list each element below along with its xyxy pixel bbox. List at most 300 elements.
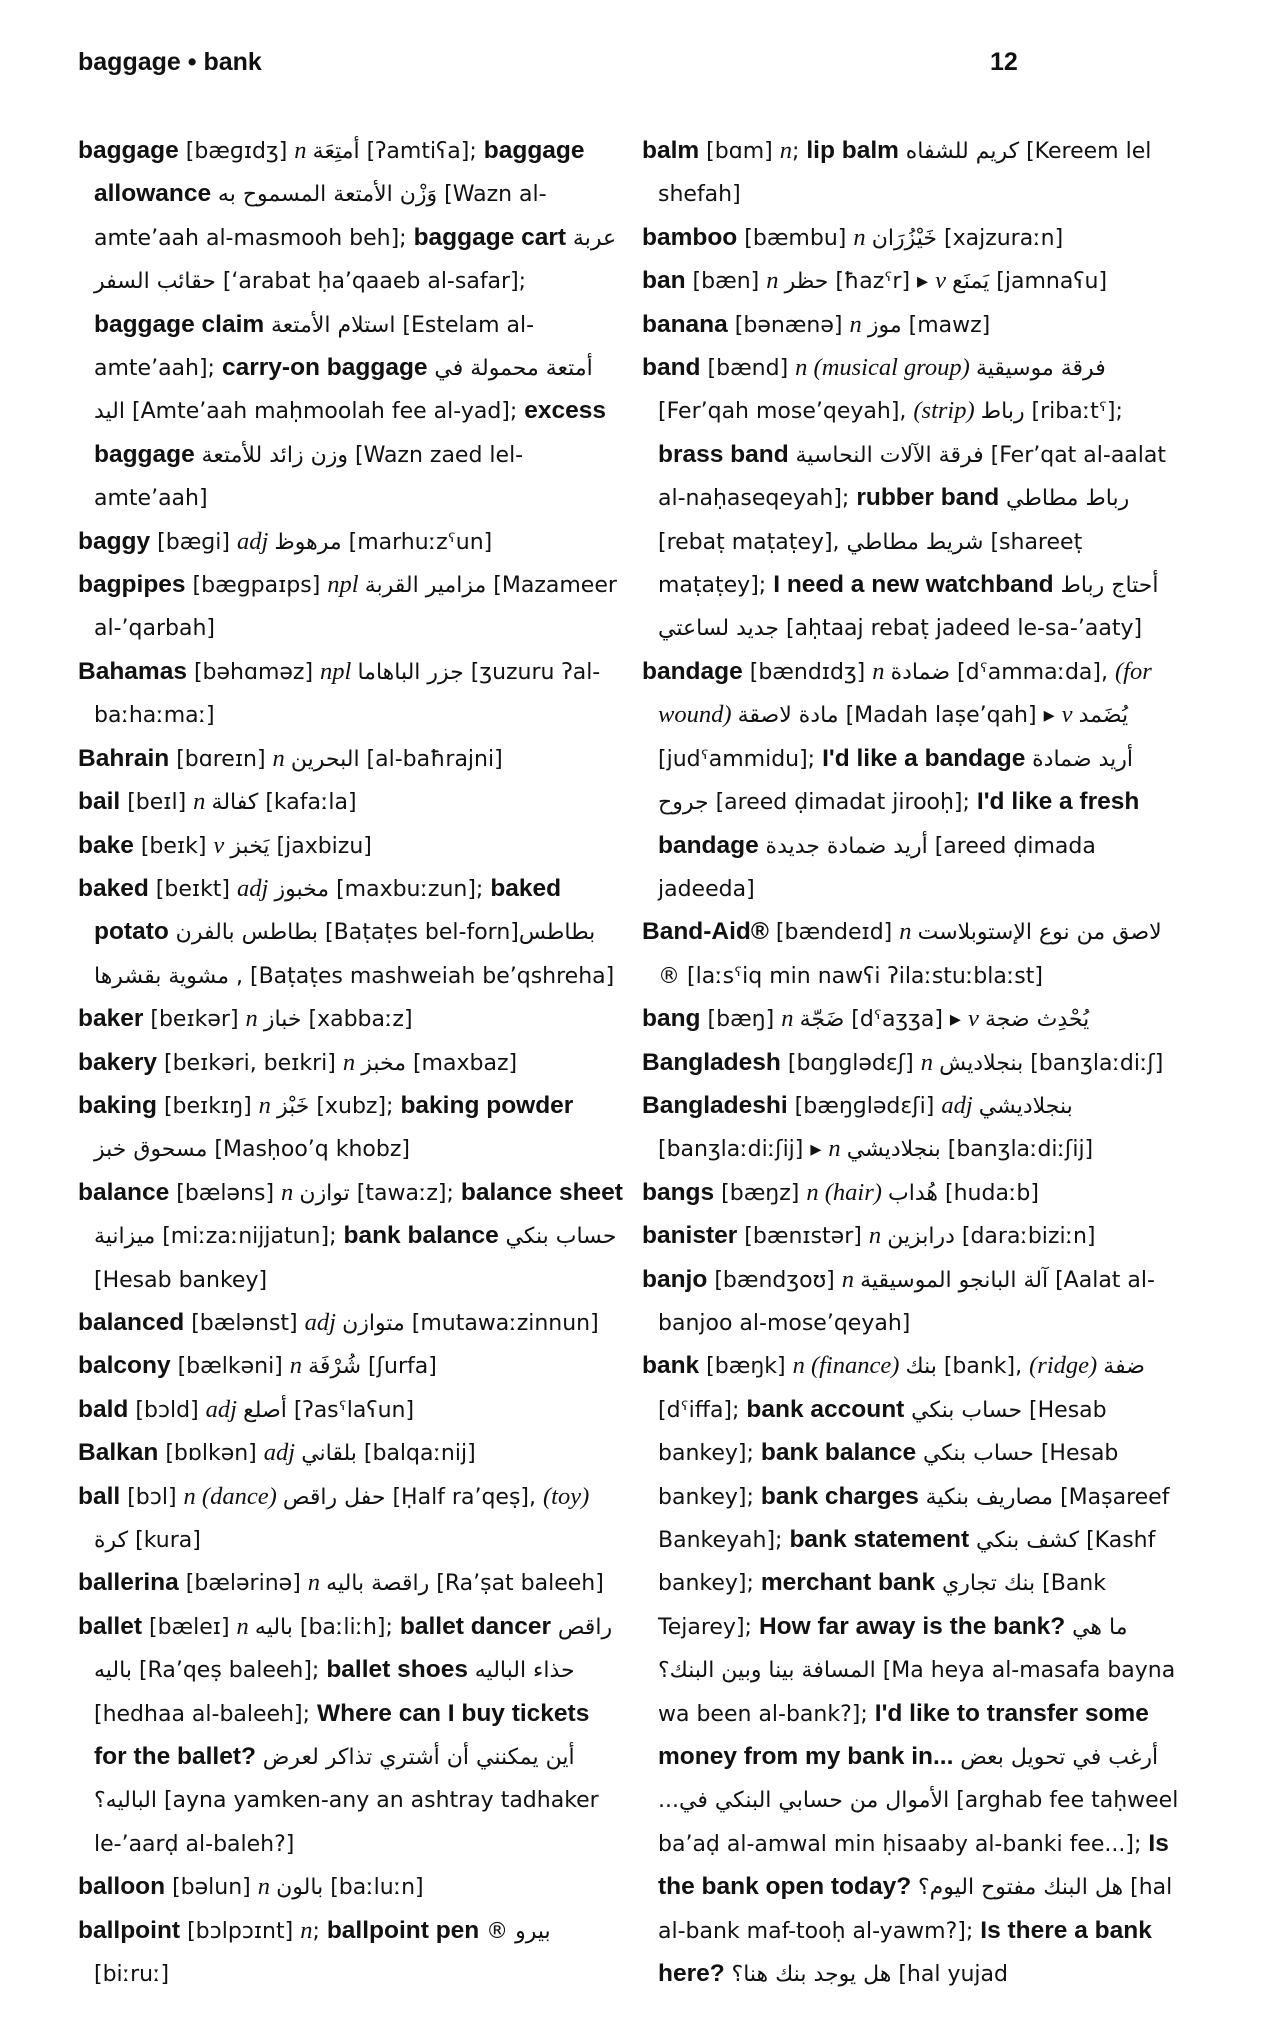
transliteration: [rebaṭ maṭaṭey], (658, 529, 847, 555)
arabic-translation: بنك تجاري (941, 1571, 1036, 1597)
part-of-speech: adj (237, 874, 275, 902)
headword: banister (642, 1222, 738, 1250)
pronunciation: [bænɪstər] (737, 1224, 869, 1250)
pronunciation: [miːzaːnijjatun]; (155, 1224, 344, 1250)
arabic-translation: أرغب في تحويل بعض الأموال من حسابي البنكي في... (658, 1745, 1159, 1814)
transliteration: [Kashf bankey]; (658, 1528, 1156, 1597)
pronunciation: [bæŋk] (699, 1354, 793, 1380)
pronunciation: [bəhɑməz] (186, 659, 321, 685)
pronunciation: [mawz] (901, 312, 991, 338)
part-of-speech: n (289, 1352, 309, 1380)
pronunciation: [baːluːn] (323, 1875, 424, 1901)
pronunciation: [bælənst] (184, 1310, 305, 1336)
gloss: n (musical group) (795, 354, 976, 382)
arabic-translation: خَبْز (277, 1093, 310, 1119)
part-of-speech: n (899, 918, 918, 946)
pronunciation: [al-baħrajni] (359, 746, 503, 772)
transliteration: [Kereem lel shefah] (658, 139, 1152, 208)
part-of-speech: n (853, 223, 872, 251)
arabic-translation: شريط مطاطي (846, 529, 984, 555)
left-column (78, 130, 623, 2010)
pronunciation: [dˤiffa]; (658, 1397, 747, 1423)
transliteration: [Fer’qah mose’qeyah], (658, 399, 914, 425)
part-of-speech: n (872, 657, 891, 685)
headword: ballet (78, 1612, 142, 1640)
arabic-translation: بنك (905, 1354, 937, 1380)
transliteration: [Hesab bankey]; (658, 1441, 1119, 1510)
dictionary-entry (78, 1432, 623, 1475)
arabic-translation: مرهوظ (274, 529, 342, 555)
headword: balloon (78, 1873, 166, 1901)
headword: bald (78, 1395, 129, 1423)
headword: band (642, 354, 701, 382)
dictionary-entry (78, 130, 623, 521)
pronunciation: [xabbaːz] (301, 1007, 413, 1033)
arabic-translation: استلام الأمتعة (271, 312, 396, 338)
pronunciation: [jaxbizu] (269, 833, 372, 859)
part-of-speech: n (841, 1265, 861, 1293)
arabic-translation: مصاريف بنكية (925, 1484, 1054, 1510)
phrase: I'd like a fresh bandage (658, 788, 1140, 859)
headword: baggy (78, 527, 151, 555)
headword: Bangladesh (642, 1048, 781, 1076)
transliteration: [Wazn zaed lel-amte’aah] (94, 442, 524, 512)
phrase: I'd like to transfer some money from my bank in... (658, 1699, 1149, 1771)
transliteration: [Hesab bankey] (94, 1267, 268, 1293)
dictionary-entry (642, 130, 1187, 217)
phrase: rubber band (856, 484, 1007, 512)
part-of-speech: n (766, 267, 785, 295)
dictionary-entry (78, 868, 623, 998)
dictionary-entry (78, 521, 623, 564)
phrase: bank balance (343, 1222, 506, 1250)
headword: ballpoint (78, 1916, 181, 1944)
phrase: baggage claim (94, 310, 272, 338)
arabic-translation: كشف بنكي (975, 1528, 1080, 1553)
arabic-translation: آلة البانجو الموسيقية (860, 1267, 1049, 1293)
pronunciation: [beɪk] (133, 833, 214, 859)
pronunciation: [bæɡɪdʒ] (178, 139, 295, 164)
part-of-speech: n (920, 1048, 940, 1076)
pronunciation: [hudaːb] (938, 1180, 1039, 1206)
arabic-translation: بطاطس مشوية بقشرها (94, 920, 596, 989)
pronunciation: [bæmbu] (737, 225, 854, 251)
transliteration: [Wazn al-amte’aah al-masmooh beh]; (94, 182, 547, 251)
pronunciation: [ħazˤr] ▸ (828, 269, 936, 295)
part-of-speech: n (307, 1569, 327, 1597)
dictionary-entry (78, 738, 623, 781)
dictionary-entry (78, 1302, 623, 1345)
arabic-translation: أصلع (243, 1397, 287, 1423)
headword: ban (642, 267, 686, 295)
part-of-speech: adj (941, 1091, 979, 1119)
phrase: baggage cart (413, 223, 573, 251)
phrase: bank charges (760, 1482, 926, 1510)
arabic-translation: راقصة باليه (326, 1571, 430, 1597)
gloss: n (finance) (792, 1352, 906, 1380)
arabic-translation: البحرين (290, 746, 360, 772)
arabic-translation: توازن (299, 1180, 350, 1206)
phrase: I'd like a bandage (822, 744, 1033, 772)
headword: Band-Aid® (642, 918, 769, 946)
headword: balcony (78, 1352, 171, 1380)
headword: bail (78, 788, 121, 816)
headword: balanced (78, 1308, 185, 1336)
dictionary-entry (78, 564, 623, 651)
part-of-speech: n (300, 1916, 313, 1944)
pronunciation: [ʃurfa] (361, 1354, 437, 1380)
headword: bake (78, 831, 134, 859)
arabic-translation: بطاطس بالفرن (175, 920, 319, 946)
gloss: (ridge) (1029, 1352, 1104, 1380)
arabic-translation: ميزانية (94, 1224, 156, 1250)
part-of-speech: n (236, 1612, 255, 1640)
dictionary-entry (642, 347, 1187, 651)
dictionary-entry (78, 1606, 623, 1866)
arabic-translation: بالون (276, 1875, 324, 1901)
part-of-speech: v (1061, 701, 1079, 729)
arabic-translation: خَيْزُرَان (871, 225, 937, 251)
arabic-translation: درابزين (887, 1224, 955, 1250)
pronunciation: [daraːbiziːn] (954, 1224, 1096, 1250)
pronunciation: [bɔlpɔɪnt] (180, 1918, 301, 1944)
arabic-translation: وَزْن الأمتعة المسموح به (217, 182, 438, 208)
transliteration: [ayna yamken-any an ashtray tadhaker le-’aarḍ al-baleh?] (94, 1788, 599, 1857)
pronunciation: [baːliːh]; (292, 1614, 400, 1640)
arabic-translation: ضمادة (890, 659, 951, 685)
pronunciation: [bænd] (700, 356, 796, 382)
arabic-translation: يُحْدِث ضجة (984, 1007, 1090, 1033)
arabic-translation: بنجلاديش (939, 1050, 1024, 1076)
pronunciation: [bæɡpaɪps] (185, 573, 328, 599)
part-of-speech: npl (327, 571, 365, 599)
arabic-translation: أحتاج رباط جديد لساعتي (658, 573, 1159, 642)
transliteration: [Estelam al-amte’aah]; (94, 312, 535, 382)
dictionary-entry (78, 1476, 623, 1563)
pronunciation: [bæŋ] (700, 1007, 782, 1033)
phrase: How far away is the bank? (758, 1612, 1073, 1640)
transliteration: [Ra’qeṣ baleeh]; (131, 1658, 327, 1684)
arabic-translation: أمتِعَة (312, 139, 360, 164)
arabic-translation: حساب بنكي (911, 1397, 1023, 1423)
phrase: bank statement (789, 1526, 976, 1553)
arabic-translation: بنجلاديشي (846, 1137, 941, 1163)
transliteration: [Mazameer al-’qarbah] (94, 573, 617, 642)
pronunciation: [balqaːnij] (356, 1441, 476, 1467)
part-of-speech: npl (320, 657, 358, 685)
pronunciation: [bæn] (685, 269, 767, 295)
pronunciation: [bɔl] (120, 1484, 184, 1510)
arabic-translation: ضَجّة (799, 1007, 845, 1033)
transliteration: [‘arabat ḥa’qaaeb al-safar]; (215, 269, 527, 295)
pronunciation: [bəlun] (165, 1875, 258, 1901)
pronunciation: [dˤammaːda], (950, 659, 1115, 685)
pronunciation: [biːruː] (94, 1962, 170, 1988)
dictionary-entry (78, 1345, 623, 1388)
arabic-translation: أمتعة محمولة في اليد (94, 356, 593, 425)
dictionary-entry (642, 1042, 1187, 1085)
headword: bangs (642, 1178, 715, 1206)
pronunciation: [bæleɪ] (142, 1614, 237, 1640)
part-of-speech: adj (205, 1395, 244, 1423)
dictionary-entry (78, 1866, 623, 1909)
phrase: Is there a bank here? (658, 1916, 1152, 1988)
transliteration: [areed ḍimadat jirooḥ]; (708, 790, 977, 816)
headword: Bahamas (78, 657, 187, 685)
arabic-translation: مخبوز (274, 876, 330, 902)
pronunciation: [bɑreɪn] (169, 746, 273, 772)
headword: bang (642, 1005, 701, 1033)
headword: bamboo (642, 223, 738, 251)
arabic-translation: هل يوجد بنك هنا؟ (731, 1962, 892, 1988)
pronunciation: [dˤaʒʒa] ▸ (844, 1007, 968, 1033)
headword: baggage (78, 137, 179, 164)
arabic-translation: متوازن (342, 1310, 405, 1336)
right-column (642, 130, 1187, 2010)
pronunciation: [xajzuraːn] (937, 225, 1064, 251)
arabic-translation: هل البنك مفتوح اليوم؟ (918, 1875, 1124, 1901)
arabic-translation: لاصق من نوع الإستوبلاست ® (658, 920, 1162, 989)
headword: ballerina (78, 1569, 179, 1597)
arabic-translation: مادة لاصقة (737, 703, 839, 729)
gloss: (for wound) (658, 657, 1152, 729)
pronunciation: [bɑŋɡlədɛʃ] (780, 1050, 921, 1076)
headword: bank (642, 1352, 700, 1380)
gloss: (strip) (913, 397, 981, 425)
pronunciation: [banʒlaːdiːʃ] (1023, 1050, 1164, 1076)
pronunciation: [bənænə] (727, 312, 850, 338)
phrase: baked potato (94, 874, 562, 946)
transliteration: , [Baṭaṭes mashweiah be’qshreha] (229, 963, 615, 989)
part-of-speech: adj (236, 527, 275, 555)
arabic-translation: حساب بنكي (505, 1224, 617, 1250)
transliteration: [Amte’aah maḥmoolah fee al-yad]; (125, 399, 525, 425)
part-of-speech: n (849, 310, 868, 338)
transliteration: [Ma heya al-masafa bayna wa been al-bank?]; (658, 1658, 1176, 1727)
running-header (78, 48, 1192, 88)
arabic-translation: موز (867, 312, 902, 338)
dictionary-entry (642, 1085, 1187, 1172)
phrase: brass band (658, 440, 796, 468)
pronunciation: [beɪkɪŋ] (156, 1093, 259, 1119)
pronunciation: [bælərinə] (178, 1571, 308, 1597)
pronunciation: [bæŋɡlədɛʃi] (787, 1093, 942, 1119)
arabic-translation: يُضَمد (1078, 703, 1129, 729)
headword: balance (78, 1178, 170, 1206)
dictionary-entry (78, 1085, 623, 1172)
transliteration: [Maṣareef Bankeyah]; (658, 1484, 1170, 1553)
headword: Bangladeshi (642, 1091, 788, 1119)
pronunciation: [jamnaʕu] (989, 269, 1108, 295)
arabic-translation: حظر (784, 269, 829, 295)
headword: banjo (642, 1265, 708, 1293)
headword: bandage (642, 657, 743, 685)
dictionary-entry (78, 998, 623, 1041)
part-of-speech: n (245, 1005, 264, 1033)
arabic-translation: حذاء الباليه (474, 1658, 575, 1684)
dictionary-entry (642, 304, 1187, 347)
headword: baked (78, 874, 149, 902)
transliteration: [shareeṭ maṭaṭey]; (658, 529, 1083, 599)
pronunciation: [bæɡi] (150, 529, 237, 555)
pronunciation: [bæŋz] (714, 1180, 807, 1206)
pronunciation: [bɑm] (699, 139, 780, 164)
arabic-translation: حفل راقص (282, 1484, 386, 1510)
transliteration: [arghab fee taḥweel ba’aḍ al-amwal min ḥisaaby al-banki fee...]; (658, 1788, 1179, 1857)
transliteration: [Ra’ṣat baleeh] (429, 1571, 604, 1597)
headword: Balkan (78, 1439, 159, 1467)
phrase: baking powder (400, 1091, 574, 1119)
dictionary-entry (642, 260, 1187, 303)
phrase: lip balm (806, 137, 906, 164)
arabic-translation: جزر الباهاما (357, 659, 464, 685)
transliteration: [Baṭaṭes bel-forn] (318, 920, 519, 946)
dictionary-entry (642, 217, 1187, 260)
headword: baker (78, 1005, 144, 1033)
dictionary-entry (78, 1910, 623, 1997)
part-of-speech: v (935, 267, 953, 295)
pronunciation: [marhuːzˤun] (341, 529, 493, 555)
part-of-speech: n (193, 788, 212, 816)
headword: banana (642, 310, 728, 338)
gloss: (toy) (542, 1482, 590, 1510)
phrase: ballpoint pen (326, 1916, 487, 1944)
pronunciation: [beɪkəri, beɪkri] (157, 1050, 343, 1076)
transliteration: [Ḥalf ra’qeṣ], (385, 1484, 543, 1510)
phrase: merchant bank (760, 1569, 942, 1597)
pronunciation: [judˤammidu]; (658, 746, 823, 772)
pronunciation: [xubz]; (309, 1093, 401, 1119)
dictionary-entry (642, 1345, 1187, 1996)
phrase: baggage allowance (94, 137, 585, 208)
arabic-translation: رباط مطاطي (1006, 486, 1130, 512)
arabic-translation: أريد ضمادة جديدة (765, 833, 928, 859)
pronunciation: [beɪkt] (148, 876, 238, 902)
transliteration: [hedhaa al-baleeh]; (94, 1701, 318, 1727)
arabic-translation: بيرو ® (486, 1918, 551, 1944)
pronunciation: ; (312, 1918, 327, 1944)
headword: ball (78, 1482, 121, 1510)
part-of-speech: adj (263, 1439, 302, 1467)
arabic-translation: هُداب (888, 1180, 939, 1206)
phrase: ballet dancer (399, 1612, 558, 1640)
gloss: n (hair) (806, 1178, 889, 1206)
pronunciation: [beɪl] (120, 790, 194, 816)
phrase: bank balance (760, 1439, 923, 1467)
pronunciation: [kura] (128, 1528, 201, 1553)
arabic-translation: حساب بنكي (922, 1441, 1034, 1467)
pronunciation: [banʒlaːdiːʃij] (940, 1137, 1094, 1163)
arabic-translation: يَخبز (230, 833, 270, 859)
part-of-speech: n (272, 744, 291, 772)
dictionary-entry (78, 1562, 623, 1605)
part-of-speech: n (781, 1005, 800, 1033)
gloss: n (dance) (183, 1482, 283, 1510)
dictionary-entry (642, 1259, 1187, 1346)
phrase: bank account (746, 1395, 912, 1423)
arabic-translation: شُرْفَة (308, 1354, 362, 1380)
arabic-translation: مخبز (361, 1050, 406, 1076)
dictionary-entry (642, 651, 1187, 911)
pronunciation: [ʔamtiʕa]; (359, 139, 484, 164)
arabic-translation: ما هي المسافة بينا وبين البنك؟ (658, 1614, 1128, 1684)
headword: bagpipes (78, 571, 186, 599)
arabic-translation: وزن زائد للأمتعة (201, 442, 349, 468)
arabic-translation: عربة حقائب السفر (94, 225, 617, 295)
part-of-speech: n (868, 1222, 888, 1250)
dictionary-entry (78, 1172, 623, 1302)
arabic-translation: أريد ضمادة جروح (658, 746, 1133, 816)
dictionary-entry (78, 651, 623, 738)
pronunciation: [maxbuːzun]; (329, 876, 491, 902)
pronunciation: [beɪkər] (143, 1007, 246, 1033)
arabic-translation: يَمنَع (952, 269, 990, 295)
phrase: I need a new watchband (773, 571, 1061, 599)
transliteration: [hal yujad (891, 1962, 1008, 1988)
pronunciation: [bændeɪd] (768, 920, 900, 946)
transliteration: [Aalat al-banjoo al-mose’qeyah] (658, 1267, 1155, 1336)
dictionary-entry (642, 911, 1187, 998)
part-of-speech: n (779, 137, 792, 164)
part-of-speech: n (828, 1135, 847, 1163)
page-number: 12 (990, 48, 1018, 76)
dictionary-entry (78, 1042, 623, 1085)
arabic-translation: كفالة (211, 790, 259, 816)
dictionary-entry (78, 781, 623, 824)
arabic-translation: خباز (263, 1007, 302, 1033)
pronunciation: [maxbaz] (405, 1050, 518, 1076)
part-of-speech: n (294, 137, 313, 164)
pronunciation: [laːsˤiq min nawʕi ʔilaːstuːblaːst] (680, 963, 1043, 989)
part-of-speech: n (281, 1178, 300, 1206)
transliteration: [Fer’qat al-aalat al-naḥaseqeyah]; (658, 442, 1167, 512)
phrase: Where can I buy tickets for the ballet? (94, 1699, 590, 1771)
pronunciation: [ribaːtˤ]; (1024, 399, 1123, 425)
headword: Bahrain (78, 744, 170, 772)
dictionary-entry (78, 1389, 623, 1432)
headword: balm (642, 137, 700, 164)
pronunciation: [ʒuzuru ʔal-baːhaːmaː] (94, 659, 601, 729)
arabic-translation: راقص باليه (94, 1614, 613, 1684)
transliteration: [Bank Tejarey]; (658, 1571, 1106, 1640)
part-of-speech: adj (304, 1308, 343, 1336)
pronunciation: [mutawaːzinnun] (404, 1310, 599, 1336)
phrase: ballet shoes (326, 1656, 475, 1684)
phrase: balance sheet (460, 1178, 623, 1206)
transliteration: [hal al-bank maf-tooḥ al-yawm?]; (658, 1875, 1173, 1944)
transliteration: [Hesab bankey]; (658, 1397, 1107, 1467)
transliteration: [aḥtaaj rebaṭ jadeed le-sa-’aaty] (778, 616, 1143, 642)
pronunciation: [bɒlkən] (158, 1441, 264, 1467)
running-head: baggage • bank (78, 48, 262, 76)
pronunciation: [bæləns] (169, 1180, 282, 1206)
part-of-speech: v (213, 831, 231, 859)
arabic-translation: مزامير القربة (364, 573, 487, 599)
headword: bakery (78, 1048, 158, 1076)
arabic-translation: كريم للشفاه (905, 139, 1020, 164)
headword: baking (78, 1091, 157, 1119)
part-of-speech: n (258, 1091, 278, 1119)
arabic-translation: رباط (980, 399, 1025, 425)
part-of-speech: n (257, 1873, 277, 1901)
transliteration: [Madah laṣe’qah] ▸ (838, 703, 1062, 729)
part-of-speech: n (342, 1048, 362, 1076)
phrase: excess baggage (94, 397, 607, 468)
pronunciation: [banʒlaːdiːʃij] ▸ (658, 1137, 829, 1163)
pronunciation: [bændɪdʒ] (742, 659, 873, 685)
pronunciation: [bælkəni] (170, 1354, 290, 1380)
dictionary-entry (642, 1172, 1187, 1215)
